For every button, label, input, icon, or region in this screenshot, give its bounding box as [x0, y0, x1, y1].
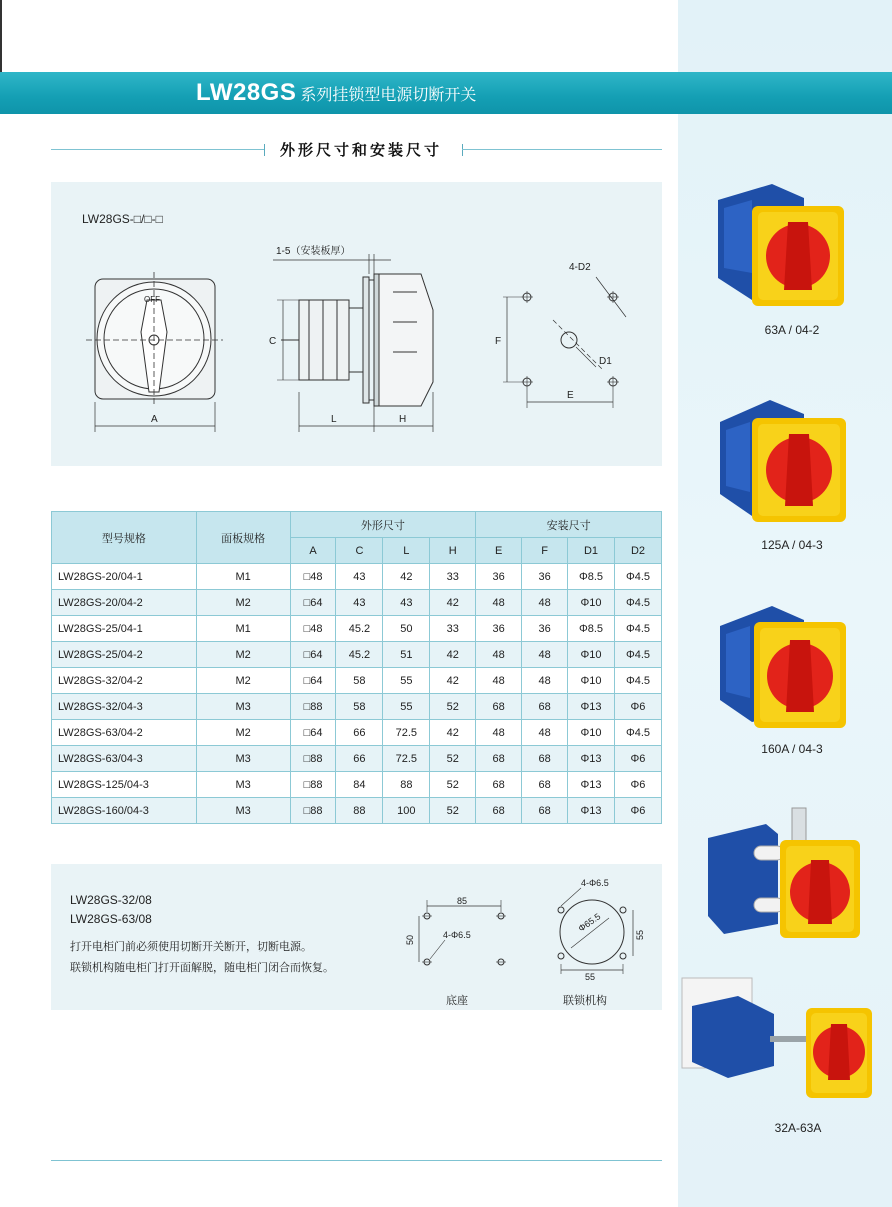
table-cell: Φ4.5 [614, 564, 661, 590]
table-cell: 43 [336, 564, 383, 590]
table-cell: LW28GS-125/04-3 [52, 772, 197, 798]
table-cell: Φ6 [614, 772, 661, 798]
title-model: LW28GS [196, 79, 297, 106]
table-row [52, 668, 662, 694]
table-cell: Φ13 [568, 798, 615, 824]
sub-header: E [476, 538, 522, 564]
product-image-63a [712, 178, 852, 318]
table-row [52, 798, 662, 824]
col-header-model: 型号规格 [52, 512, 197, 564]
sub-header: A [290, 538, 336, 564]
table-cell: □88 [290, 746, 336, 772]
product-label: 32A-63A [774, 1121, 822, 1135]
table-cell: Φ6 [614, 746, 661, 772]
table-cell: 68 [476, 746, 522, 772]
table-cell: 48 [522, 590, 568, 616]
table-cell: 58 [336, 668, 383, 694]
page-frame [0, 0, 678, 72]
table-cell: 88 [383, 772, 430, 798]
plate-thickness-label: 1-5（安装板厚） [276, 246, 351, 257]
table-cell: 43 [383, 590, 430, 616]
sub-header: D2 [614, 538, 661, 564]
table-cell: Φ4.5 [614, 668, 661, 694]
table-cell: M2 [196, 590, 290, 616]
table-cell: Φ8.5 [568, 616, 615, 642]
lock-caption: 联锁机构 [563, 994, 607, 1007]
table-cell: Φ4.5 [614, 590, 661, 616]
table-cell: 48 [476, 590, 522, 616]
section-rule-mark [462, 144, 463, 156]
dim-label-d1: D1 [599, 356, 612, 367]
table-cell: □88 [290, 772, 336, 798]
bottom-rule [51, 1160, 662, 1161]
table-cell: M1 [196, 564, 290, 590]
table-cell: □64 [290, 642, 336, 668]
table-row [52, 590, 662, 616]
title-text: 系列挂锁型电源切断开关 [300, 85, 477, 104]
table-cell: M3 [196, 772, 290, 798]
section-title: 外形尺寸和安装尺寸 [280, 141, 443, 159]
table-cell: 84 [336, 772, 383, 798]
col-header-mount: 安装尺寸 [476, 512, 662, 538]
table-cell: 68 [522, 772, 568, 798]
interlock-model: LW28GS-63/08 [70, 912, 152, 926]
table-cell: 68 [476, 772, 522, 798]
dim-label-e: E [567, 390, 574, 401]
table-cell: 66 [336, 720, 383, 746]
table-cell: 52 [430, 772, 476, 798]
table-cell: 42 [430, 720, 476, 746]
table-cell: 33 [430, 564, 476, 590]
table-cell: 42 [430, 668, 476, 694]
section-rule-mark [264, 144, 265, 156]
model-code: LW28GS-□/□-□ [82, 212, 163, 226]
table-cell: 45.2 [336, 642, 383, 668]
off-label: OFF [144, 295, 160, 304]
sub-header: D1 [568, 538, 615, 564]
table-row [52, 564, 662, 590]
table-cell: Φ10 [568, 668, 615, 694]
product-image-125a [712, 392, 852, 532]
table-cell: Φ8.5 [568, 564, 615, 590]
table-cell: 36 [476, 616, 522, 642]
table-cell: 66 [336, 746, 383, 772]
sub-header: F [522, 538, 568, 564]
table-cell: 48 [476, 720, 522, 746]
table-row [52, 746, 662, 772]
sub-header: C [336, 538, 383, 564]
table-cell: Φ13 [568, 772, 615, 798]
table-cell: 52 [430, 694, 476, 720]
table-cell: M2 [196, 642, 290, 668]
table-cell: LW28GS-20/04-2 [52, 590, 197, 616]
product-image-interlock [704, 806, 864, 946]
mounting-holes-view [503, 277, 626, 408]
table-cell: Φ4.5 [614, 720, 661, 746]
table-cell: □64 [290, 668, 336, 694]
table-cell: □48 [290, 564, 336, 590]
table-cell: Φ10 [568, 590, 615, 616]
table-cell: □88 [290, 694, 336, 720]
col-header-panel: 面板规格 [196, 512, 290, 564]
table-cell: 72.5 [383, 746, 430, 772]
table-cell: 55 [383, 694, 430, 720]
table-cell: 68 [522, 694, 568, 720]
table-cell: 68 [476, 798, 522, 824]
title-banner [0, 72, 892, 114]
table-cell: 36 [476, 564, 522, 590]
dim-label-f: F [495, 336, 502, 347]
table-row [52, 616, 662, 642]
lock-holes-label: 4-Φ6.5 [581, 878, 609, 888]
product-label: 63A / 04-2 [764, 323, 820, 337]
table-cell: 33 [430, 616, 476, 642]
product-image-160a [712, 598, 852, 738]
table-cell: Φ4.5 [614, 616, 661, 642]
table-cell: Φ13 [568, 746, 615, 772]
dim-label-a: A [151, 414, 158, 425]
table-row [52, 772, 662, 798]
product-image-32a-63a [678, 970, 878, 1110]
table-cell: 36 [522, 616, 568, 642]
product-label: 125A / 04-3 [761, 538, 823, 552]
table-row [52, 642, 662, 668]
page-title [196, 79, 476, 107]
table-cell: LW28GS-32/04-2 [52, 668, 197, 694]
table-cell: 48 [476, 642, 522, 668]
base-width-label: 85 [457, 896, 468, 906]
product-label: 160A / 04-3 [761, 742, 823, 756]
table-cell: □64 [290, 720, 336, 746]
base-height-label: 50 [405, 934, 415, 945]
dim-label-h: H [399, 414, 407, 425]
dim-label-d2: 4-D2 [569, 262, 591, 273]
lock-height-label: 55 [635, 929, 645, 940]
table-row [52, 694, 662, 720]
table-cell: Φ6 [614, 694, 661, 720]
table-cell: Φ13 [568, 694, 615, 720]
table-cell: LW28GS-25/04-2 [52, 642, 197, 668]
interlock-model: LW28GS-32/08 [70, 893, 152, 907]
sub-header: L [383, 538, 430, 564]
table-cell: 88 [336, 798, 383, 824]
table-cell: 51 [383, 642, 430, 668]
table-cell: LW28GS-32/04-3 [52, 694, 197, 720]
table-cell: Φ4.5 [614, 642, 661, 668]
table-cell: LW28GS-160/04-3 [52, 798, 197, 824]
interlock-drawings [395, 870, 655, 990]
table-cell: 42 [383, 564, 430, 590]
dimension-drawing [51, 182, 662, 466]
table-cell: 52 [430, 798, 476, 824]
dim-label-c: C [269, 336, 277, 347]
table-cell: 48 [522, 668, 568, 694]
table-cell: Φ10 [568, 642, 615, 668]
table-cell: LW28GS-63/04-3 [52, 746, 197, 772]
table-cell: 48 [476, 668, 522, 694]
lock-width-label: 55 [585, 972, 596, 982]
table-cell: Φ6 [614, 798, 661, 824]
table-cell: M3 [196, 694, 290, 720]
spec-table [51, 511, 662, 824]
table-cell: Φ10 [568, 720, 615, 746]
spec-table-body [52, 564, 662, 824]
col-header-outer: 外形尺寸 [290, 512, 476, 538]
table-cell: 72.5 [383, 720, 430, 746]
table-cell: 50 [383, 616, 430, 642]
table-cell: 48 [522, 642, 568, 668]
table-cell: LW28GS-20/04-1 [52, 564, 197, 590]
table-cell: M1 [196, 616, 290, 642]
table-cell: □48 [290, 616, 336, 642]
table-cell: 58 [336, 694, 383, 720]
table-cell: □64 [290, 590, 336, 616]
interlock-note: 联锁机构随电柜门打开面解脱，随电柜门闭合而恢复。 [70, 961, 334, 974]
table-cell: M3 [196, 746, 290, 772]
table-cell: 68 [522, 798, 568, 824]
table-cell: 52 [430, 746, 476, 772]
section-rule-left [51, 149, 264, 150]
base-holes-label: 4-Φ6.5 [443, 930, 471, 940]
table-cell: M3 [196, 798, 290, 824]
table-cell: M2 [196, 720, 290, 746]
lock-drawing [558, 888, 633, 974]
table-cell: 100 [383, 798, 430, 824]
table-cell: 68 [476, 694, 522, 720]
table-cell: 42 [430, 642, 476, 668]
table-cell: □88 [290, 798, 336, 824]
table-cell: 36 [522, 564, 568, 590]
table-cell: 68 [522, 746, 568, 772]
dim-label-l: L [331, 414, 337, 425]
table-row [52, 720, 662, 746]
base-caption: 底座 [446, 994, 468, 1007]
table-cell: 42 [430, 590, 476, 616]
table-cell: 43 [336, 590, 383, 616]
sub-header: H [430, 538, 476, 564]
section-rule-right [462, 149, 662, 150]
table-cell: 55 [383, 668, 430, 694]
interlock-note: 打开电柜门前必须使用切断开关断开，切断电源。 [70, 940, 312, 953]
lock-dia-label: Φ65.5 [576, 911, 603, 934]
side-view [273, 254, 433, 432]
table-cell: LW28GS-25/04-1 [52, 616, 197, 642]
table-cell: 45.2 [336, 616, 383, 642]
table-cell: M2 [196, 668, 290, 694]
table-cell: LW28GS-63/04-2 [52, 720, 197, 746]
table-cell: 48 [522, 720, 568, 746]
